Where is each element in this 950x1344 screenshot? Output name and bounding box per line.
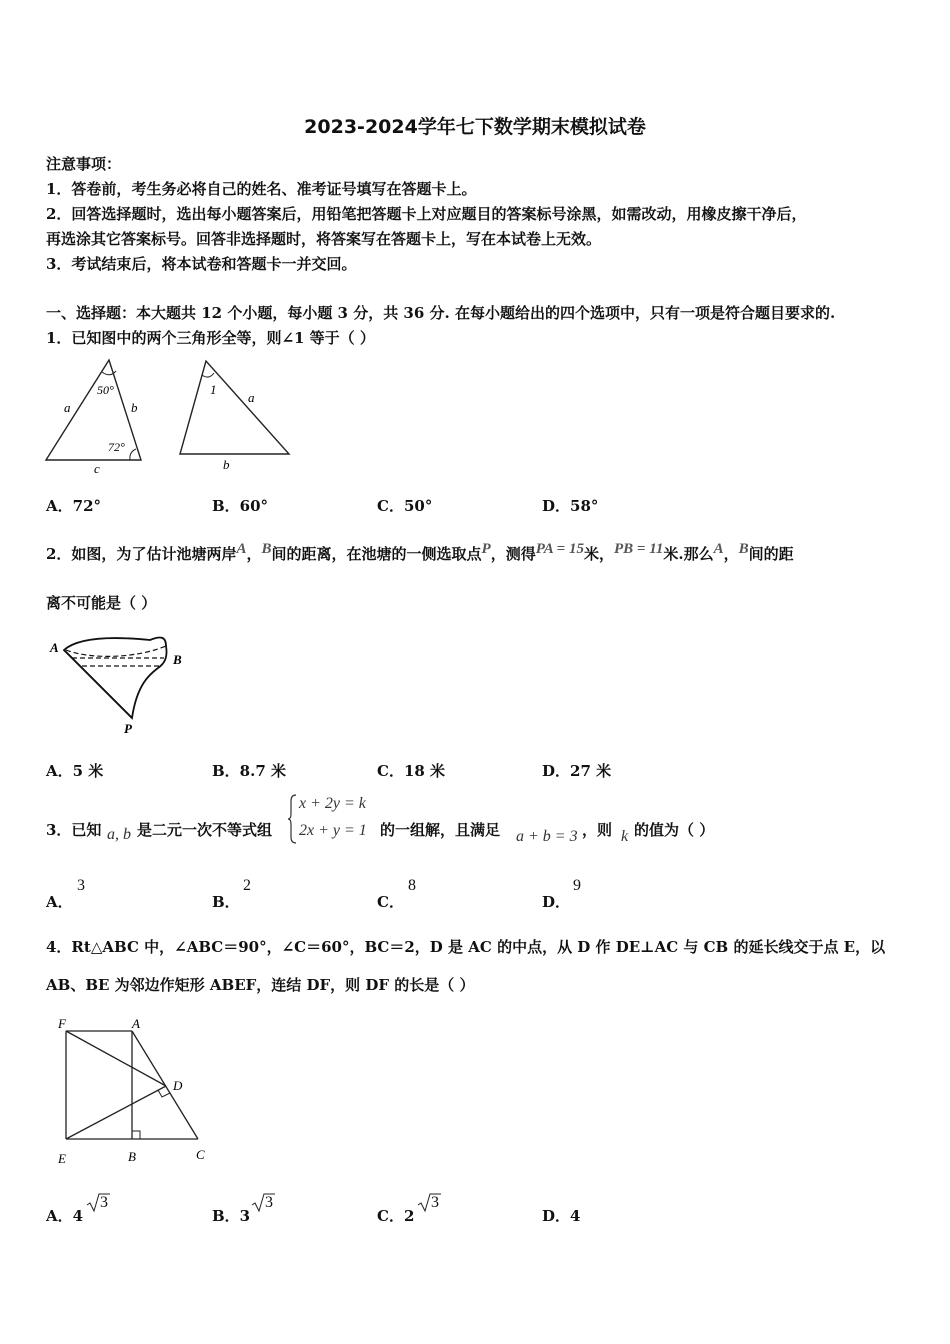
q2-option-b: B．8.7 米 bbox=[212, 762, 286, 780]
q3-option-b-label: B． bbox=[212, 893, 240, 911]
q2-point-a2: A bbox=[713, 541, 724, 557]
q1-stem: 1．已知图中的两个三角形全等，则∠1 等于（ ） bbox=[46, 329, 375, 347]
q3-option-a-label: A． bbox=[46, 893, 73, 911]
q1-option-c: C．50° bbox=[377, 497, 433, 515]
q3-option-a-value: 3 bbox=[77, 877, 85, 894]
q3-option-d-label: D． bbox=[542, 893, 571, 911]
q4-stem-line1: 4．Rt△ABC 中，∠ABC＝90°，∠C＝60°，BC＝2，D 是 AC 的中点，从 D 作 DE⊥AC 与 CB 的延长线交于点 E，以 bbox=[46, 938, 886, 956]
q1-option-b: B．60° bbox=[212, 497, 269, 515]
q2-point-p: P bbox=[481, 541, 491, 557]
q1-side-a-label: a bbox=[64, 400, 71, 415]
q2-stem-line2: 离不可能是（ ） bbox=[46, 594, 157, 612]
q1-option-a: A．72° bbox=[46, 497, 102, 515]
q3-option-c-label: C． bbox=[377, 893, 404, 911]
q3-prefix: 3．已知 bbox=[46, 821, 102, 839]
q4-option-a-radicand: 3 bbox=[100, 1194, 108, 1211]
q4-option-b-radicand: 3 bbox=[265, 1194, 273, 1211]
q2-stem-line1: 2．如图，为了估计池塘两岸$^A$，$^B$间的距离，在池塘的一侧选取点$^P$，测得$^{PA = 15}$米，$^{PB = 11}$米.那么$^A$，$^B$间的距 bbox=[46, 541, 794, 563]
notice-item-1: 1．答卷前，考生务必将自己的姓名、准考证号填写在答题卡上。 bbox=[46, 180, 477, 198]
notice-heading: 注意事项： bbox=[46, 155, 122, 173]
q2-pa-value: PA = 15 bbox=[535, 541, 584, 557]
q2-fig-label-a: A bbox=[50, 640, 59, 655]
q4-stem-line2: AB、BE 为邻边作矩形 ABEF，连结 DF，则 DF 的长是（ ） bbox=[46, 976, 475, 994]
section-heading: 一、选择题：本大题共 12 个小题，每小题 3 分，共 36 分. 在每小题给出的四个选项中，只有一项是符合题目要求的. bbox=[46, 304, 836, 322]
q2-fig-label-p: P bbox=[124, 721, 132, 736]
q1-angle-top-label: 50° bbox=[97, 383, 114, 397]
q4-option-b-label: B．3 bbox=[212, 1207, 251, 1225]
q3-text-value: 的值为（ ） bbox=[634, 821, 715, 839]
q4-label-c: C bbox=[196, 1147, 205, 1162]
q1-side-a2-label: a bbox=[248, 390, 255, 405]
page-title: 2023-2024学年七下数学期末模拟试卷 bbox=[304, 116, 646, 138]
q1-figure bbox=[40, 352, 300, 477]
q3-brace bbox=[288, 793, 298, 845]
q1-option-d: D．58° bbox=[542, 497, 599, 515]
q3-text-system: 是二元一次不等式组 bbox=[137, 821, 273, 839]
q2-point-b2: B bbox=[738, 541, 749, 557]
q3-equation-2: 2x + y = 1 bbox=[299, 822, 367, 839]
q4-label-d: D bbox=[173, 1078, 183, 1093]
q4-label-e: E bbox=[58, 1151, 66, 1166]
q4-label-a: A bbox=[132, 1016, 140, 1031]
q1-side-b2-label: b bbox=[223, 457, 230, 472]
q2-point-b: B bbox=[261, 541, 272, 557]
q1-angle-right-label: 72° bbox=[108, 440, 125, 454]
q4-option-c-radicand: 3 bbox=[431, 1194, 439, 1211]
q3-option-d-value: 9 bbox=[573, 877, 581, 894]
q4-option-a-label: A．4 bbox=[46, 1207, 84, 1225]
q3-text-then: ，则 bbox=[582, 821, 613, 839]
notice-item-2: 2．回答选择题时，选出每小题答案后，用铅笔把答题卡上对应题目的答案标号涂黑，如需改动，用橡皮擦干净后， bbox=[46, 205, 807, 223]
q2-fig-label-b: B bbox=[173, 652, 182, 667]
q1-angle-1-label: 1 bbox=[210, 382, 217, 397]
q1-side-b-label: b bbox=[131, 400, 138, 415]
q3-text-condition: 的一组解，且满足 bbox=[380, 821, 501, 839]
q2-pond-figure bbox=[42, 630, 202, 740]
q3-option-c-value: 8 bbox=[408, 877, 416, 894]
q3-condition: a + b = 3 bbox=[516, 828, 578, 845]
q4-label-b: B bbox=[128, 1149, 136, 1164]
q2-option-a: A．5 米 bbox=[46, 762, 104, 780]
q4-option-c-label: C．2 bbox=[377, 1207, 415, 1225]
q3-ab: a, b bbox=[107, 826, 131, 843]
q2-pb-value: PB = 11 bbox=[614, 541, 664, 557]
q3-option-b-value: 2 bbox=[243, 877, 251, 894]
q4-figure bbox=[50, 1010, 220, 1170]
q2-option-c: C．18 米 bbox=[377, 762, 446, 780]
notice-item-3: 3．考试结束后，将本试卷和答题卡一并交回。 bbox=[46, 255, 357, 273]
notice-item-2-cont: 再选涂其它答案标号。回答非选择题时，将答案写在答题卡上，写在本试卷上无效。 bbox=[46, 230, 602, 248]
q4-option-d-label: D．4 bbox=[542, 1207, 581, 1225]
q2-point-a: A bbox=[236, 541, 247, 557]
q3-equation-1: x + 2y = k bbox=[299, 795, 366, 812]
q2-option-d: D．27 米 bbox=[542, 762, 612, 780]
q4-label-f: F bbox=[58, 1016, 66, 1031]
q1-side-c-label: c bbox=[94, 461, 100, 476]
q3-k: k bbox=[621, 828, 629, 845]
